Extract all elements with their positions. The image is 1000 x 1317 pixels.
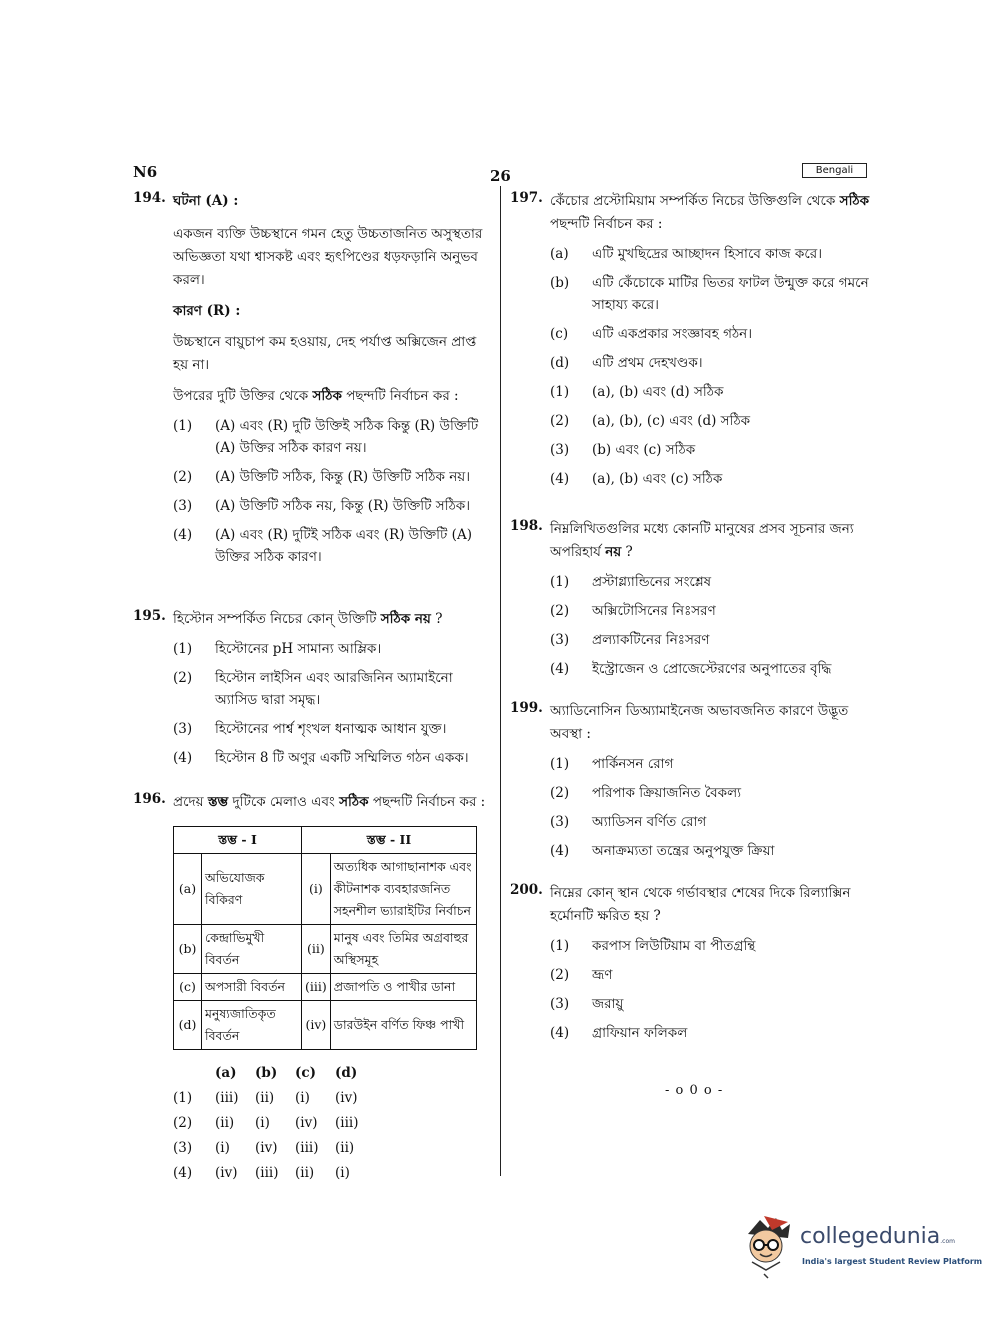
page-number: 26 [490, 167, 511, 185]
option[interactable]: (2) অক্সিটোসিনের নিঃসরণ [550, 603, 716, 619]
paper-code: N6 [133, 163, 158, 181]
question-194 [133, 190, 490, 568]
question-number: 197. [510, 190, 543, 206]
answer-header: (a) (b) (c) (d) [215, 1064, 358, 1081]
column-header: স্তম্ভ - I [174, 827, 302, 854]
question-stem: নিম্নলিখিতগুলির মধ্যে কোনটি মানুষের প্রসব সূচনার জন্য অপরিহার্য নয় ? [550, 521, 854, 560]
option[interactable]: (1) করপাস লিউটিয়াম বা পীতগ্রন্থি [550, 938, 756, 954]
assertion-label: ঘটনা (A) : [173, 193, 239, 209]
option[interactable]: (3) জরায়ু [550, 996, 624, 1012]
option[interactable]: (1) প্রস্টাগ্ল্যান্ডিনের সংশ্লেষ [550, 574, 712, 590]
mascot-icon [742, 1212, 802, 1280]
statement: (d) এটি প্রথম দেহখণ্ডক। [550, 355, 703, 371]
question-195 [133, 608, 490, 769]
answer-option[interactable]: (3) (i) (iv) (iii) (ii) [173, 1139, 355, 1156]
statement: (c) এটি একপ্রকার সংজ্ঞাবহ গঠন। [550, 326, 753, 342]
question-stem: অ্যাডিনোসিন ডিঅ্যামাইনেজ অভাবজনিত কারণে উদ্ভূত অবস্থা : [550, 703, 849, 742]
option[interactable]: (2) (a), (b), (c) এবং (d) সঠিক [550, 413, 751, 429]
answer-grid [173, 1060, 490, 1185]
question-stem: হিস্টোন সম্পর্কিত নিচের কোন্ উক্তিটি সঠিক নয় ? [173, 611, 443, 627]
option[interactable]: (1) (A) এবং (R) দুটি উক্তিই সঠিক কিন্তু (R) উক্তিটি (A) উক্তির সঠিক কারণ নয়। [173, 418, 479, 456]
question-number: 199. [510, 700, 543, 716]
table-row: (b) কেন্দ্রাভিমুখী বিবর্তন (ii) মানুষ এবং তিমির অগ্রবাহুর অস্থিসমূহ [174, 925, 477, 974]
option[interactable]: (3) অ্যাডিসন বর্ণিত রোগ [550, 814, 707, 830]
option[interactable]: (2) হিস্টোন লাইসিন এবং আরজিনিন অ্যামাইনো অ্যাসিড দ্বারা সমৃদ্ধ। [173, 670, 453, 708]
answer-option[interactable]: (1) (iii) (ii) (i) (iv) [173, 1089, 358, 1106]
question-number: 194. [133, 190, 166, 206]
answer-option[interactable]: (4) (iv) (iii) (ii) (i) [173, 1164, 350, 1181]
option[interactable]: (3) প্রল্যাকটিনের নিঃসরণ [550, 632, 710, 648]
table-row: (d) মনুষ্যজাতিকৃত বিবর্তন (iv) ডারউইন বর্ণিত ফিঞ্চ পাখী [174, 1001, 477, 1050]
question-number: 195. [133, 608, 166, 624]
option[interactable]: (1) হিস্টোনের pH সামান্য আম্লিক। [173, 641, 382, 657]
question-number: 196. [133, 791, 166, 807]
option[interactable]: (1) পার্কিনসন রোগ [550, 756, 674, 772]
logo-wordmark: collegedunia.com [800, 1224, 955, 1249]
statement: (b) এটি কেঁচোকে মাটির ভিতর ফাটল উন্মুক্ত করে গমনে সাহায্য করে। [550, 275, 869, 313]
option[interactable]: (4) অনাক্রম্যতা তন্ত্রের অনুপযুক্ত ক্রিয়া [550, 843, 775, 859]
table-row: (a) অভিযোজক বিকিরণ (i) অত্যধিক আগাছানাশক এবং কীটনাশক ব্যবহারজনিত সহনশীল ভ্যারাইটির নির্বাচন [174, 854, 477, 925]
question-stem: কেঁচোর প্রস্টোমিয়াম সম্পর্কিত নিচের উক্তিগুলি থেকে সঠিক পছন্দটি নির্বাচন কর : [550, 193, 870, 232]
logo-tagline: India's largest Student Review Platform [802, 1257, 983, 1266]
option[interactable]: (4) (a), (b) এবং (c) সঠিক [550, 471, 723, 487]
question-196 [133, 791, 490, 1185]
option[interactable]: (4) ইস্ট্রোজেন ও প্রোজেস্টেরণের অনুপাতের বৃদ্ধি [550, 661, 832, 677]
option[interactable]: (4) হিস্টোন 8 টি অণুর একটি সম্মিলিত গঠন একক। [173, 750, 469, 766]
option[interactable]: (2) পরিপাক ক্রিয়াজনিত বৈকল্য [550, 785, 742, 801]
left-column [133, 190, 490, 1185]
language-box: Bengali [802, 163, 867, 178]
option[interactable]: (2) (A) উক্তিটি সঠিক, কিন্তু (R) উক্তিটি সঠিক নয়। [173, 469, 471, 485]
reason-label: কারণ (R) : [173, 303, 241, 319]
question-stem: প্রদেয় স্তম্ভ দুটিকে মেলাও এবং সঠিক পছন্দটি নির্বাচন কর : [173, 794, 486, 810]
statement: (a) এটি মুখছিদ্রের আচ্ছাদন হিসাবে কাজ করে। [550, 246, 823, 262]
column-header: স্তম্ভ - II [302, 827, 477, 854]
option[interactable]: (1) (a), (b) এবং (d) সঠিক [550, 384, 724, 400]
question-number: 198. [510, 518, 543, 534]
option[interactable]: (3) (b) এবং (c) সঠিক [550, 442, 696, 458]
option[interactable]: (3) (A) উক্তিটি সঠিক নয়, কিন্তু (R) উক্তিটি সঠিক। [173, 498, 471, 514]
assertion-text: একজন ব্যক্তি উচ্চস্থানে গমন হেতু উচ্চতাজনিত অসুস্থতার অভিজ্ঞতা যথা শ্বাসকষ্ট এবং হৃৎপিণ্ডের ধড়ফড়ানি অনুভব করল। [173, 226, 483, 288]
right-column [510, 190, 870, 1044]
reason-text: উচ্চস্থানে বায়ুচাপ কম হওয়ায়, দেহ পর্যাপ্ত অক্সিজেন প্রাপ্ত হয় না। [173, 334, 477, 373]
option[interactable]: (3) হিস্টোনের পার্শ্ব শৃংখল ধনাত্মক আধান যুক্ত। [173, 721, 447, 737]
question-197 [510, 190, 870, 490]
question-198 [510, 518, 870, 680]
question-200 [510, 882, 870, 1044]
option[interactable]: (4) গ্রাফিয়ান ফলিকল [550, 1025, 688, 1041]
question-number: 200. [510, 882, 543, 898]
match-table [173, 826, 477, 1050]
collegedunia-logo[interactable] [742, 1212, 983, 1280]
question-stem: নিম্নের কোন্ স্থান থেকে গর্ভাবস্থার শেষের দিকে রিল্যাক্সিন হর্মোনটি ক্ষরিত হয় ? [550, 885, 851, 924]
instruction: উপরের দুটি উক্তির থেকে সঠিক পছন্দটি নির্বাচন কর : [173, 388, 459, 404]
answer-option[interactable]: (2) (ii) (i) (iv) (iii) [173, 1114, 359, 1131]
question-199 [510, 700, 870, 862]
option[interactable]: (2) ভ্রূণ [550, 967, 613, 983]
option[interactable]: (4) (A) এবং (R) দুটিই সঠিক এবং (R) উক্তিটি (A) উক্তির সঠিক কারণ। [173, 527, 472, 565]
table-row: (c) অপসারী বিবর্তন (iii) প্রজাপতি ও পাখীর ডানা [174, 974, 477, 1001]
column-divider [500, 186, 501, 1176]
end-mark: - o 0 o - [665, 1083, 724, 1098]
